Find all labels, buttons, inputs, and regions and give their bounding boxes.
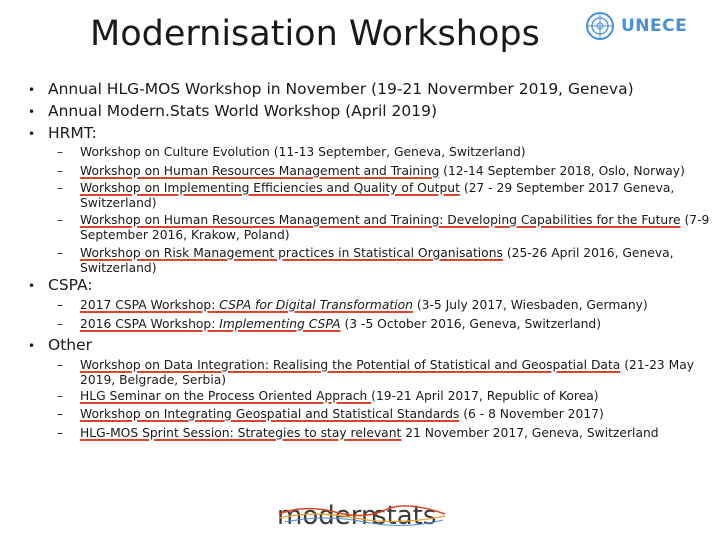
other-link-3[interactable]: Workshop on Integrating Geospatial and Statistical Standards [80,407,460,421]
bullet-icon: • [28,83,36,97]
modernstats-logo-part2: stats [373,501,437,531]
other-item-4: HLG-MOS Sprint Session: Strategies to stay relevant 21 November 2017, Geneva, Switzerland [80,426,659,440]
un-emblem-icon [585,11,615,41]
other-link-4[interactable]: HLG-MOS Sprint Session: Strategies to stay relevant [80,426,402,440]
other-link-1[interactable]: Workshop on Data Integration: Realising the Potential of Statistical and Geospatial Data [80,358,621,372]
cspa-item-1: 2017 CSPA Workshop: CSPA for Digital Transformation (3-5 July 2017, Wiesbaden, Germany) [80,298,648,312]
dash-icon: – [57,213,64,227]
hrmt-link-2[interactable]: Workshop on Human Resources Management and Training [80,164,440,178]
dash-icon: – [57,145,64,159]
other-link-2[interactable]: HLG Seminar on the Process Oriented Apprach [80,389,372,403]
dash-icon: – [57,358,64,372]
slide-title: Modernisation Workshops [90,14,540,54]
other-item-3: Workshop on Integrating Geospatial and Statistical Standards (6 - 8 November 2017) [80,407,604,421]
cspa-item-2: 2016 CSPA Workshop: Implementing CSPA (3 -5 October 2016, Geneva, Switzerland) [80,317,602,331]
dash-icon: – [57,164,64,178]
unece-logo [585,8,710,44]
hrmt-item-5: Workshop on Risk Management practices in Statistical Organisations (25-26 April 2016, Geneva, Switzerland) [80,246,674,275]
item-cspa: CSPA: [48,276,93,294]
dash-icon: – [57,317,64,331]
dash-icon: – [57,298,64,312]
hrmt-link-4[interactable]: Workshop on Human Resources Management and Training: Developing Capabilities for the Future [80,213,681,227]
hrmt-link-5[interactable]: Workshop on Risk Management practices in Statistical Organisations [80,246,503,260]
other-item-2: HLG Seminar on the Process Oriented Apprach (19-21 April 2017, Republic of Korea) [80,389,599,403]
bullet-icon: • [28,279,36,293]
modernstats-logo-part1: modern [277,501,378,531]
item-hlg-mos: Annual HLG-MOS Workshop in November (19-21 Novermber 2019, Geneva) [48,80,634,98]
bullet-icon: • [28,127,36,141]
dash-icon: – [57,389,64,403]
cspa-link-2[interactable]: 2016 CSPA Workshop: Implementing CSPA [80,317,341,331]
hrmt-item-1: Workshop on Culture Evolution (11-13 September, Geneva, Switzerland) [80,145,526,159]
item-hrmt: HRMT: [48,124,97,142]
hrmt-item-4: Workshop on Human Resources Management and Training: Developing Capabilities for the Future (7-9 September 2016, Krakow, Poland) [80,213,710,242]
hrmt-link-3[interactable]: Workshop on Implementing Efficiencies and Quality of Output [80,181,460,195]
dash-icon: – [57,426,64,440]
dash-icon: – [57,246,64,260]
hrmt-item-3: Workshop on Implementing Efficiencies and Quality of Output (27 - 29 September 2017 Geneva, Switzerland) [80,181,675,210]
item-modernstats: Annual Modern.Stats World Workshop (April 2019) [48,102,438,120]
modernstats-logo [275,496,455,538]
bullet-icon: • [28,339,36,353]
cspa-link-1[interactable]: 2017 CSPA Workshop: CSPA for Digital Transformation [80,298,413,312]
bullet-icon: • [28,105,36,119]
other-item-1: Workshop on Data Integration: Realising the Potential of Statistical and Geospatial Data (21-23 May 2019, Belgrade, Serbia) [80,358,695,387]
item-other: Other [48,336,93,354]
hrmt-item-2: Workshop on Human Resources Management and Training (12-14 September 2018, Oslo, Norway) [80,164,685,178]
dash-icon: – [57,181,64,195]
unece-logo-text: UNECE [621,16,688,36]
dash-icon: – [57,407,64,421]
